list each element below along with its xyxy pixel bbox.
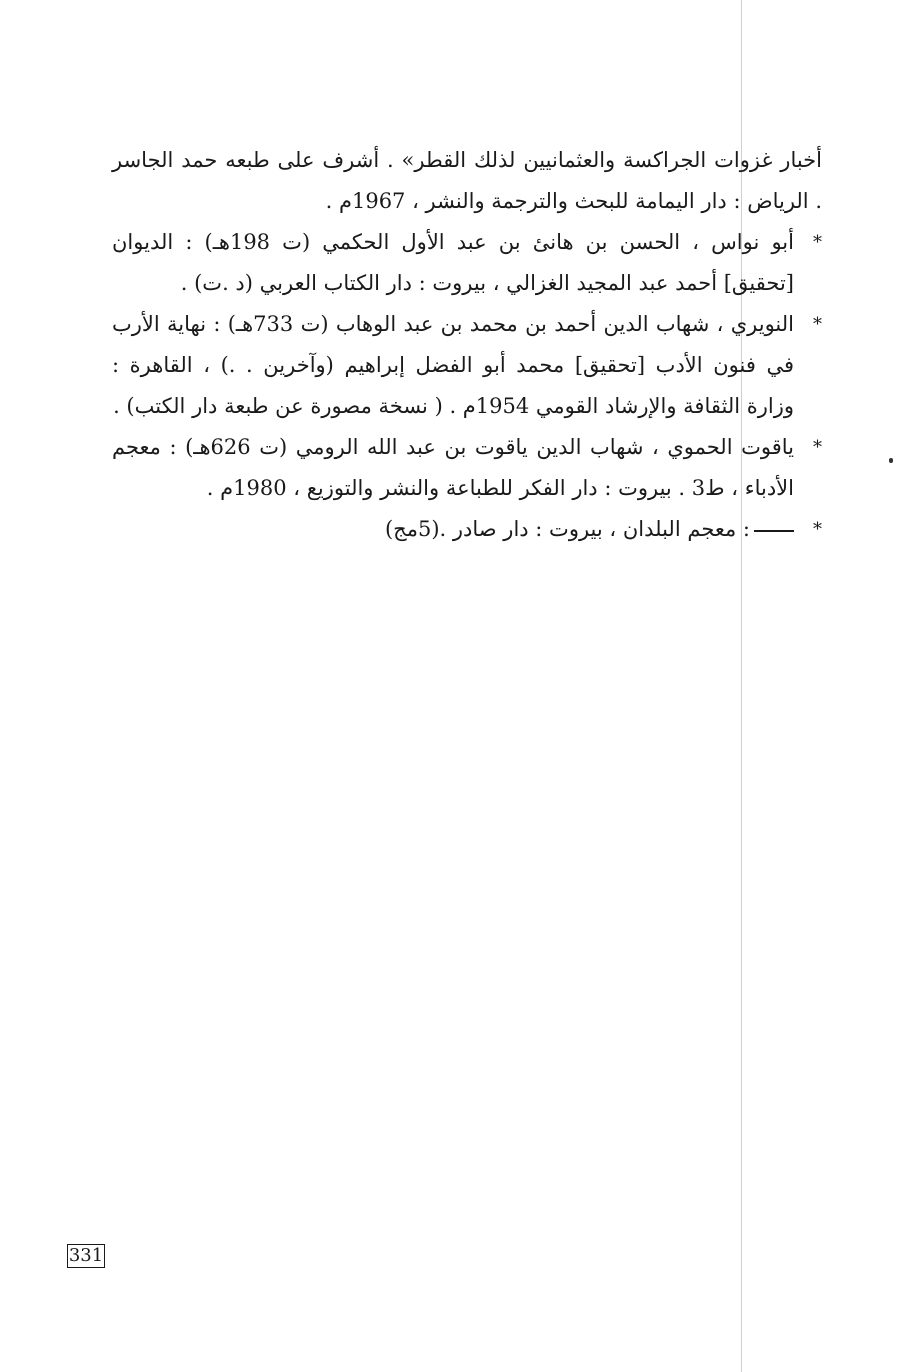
bibliography-entry-continued — [112, 140, 822, 222]
star-bullet-icon: * — [813, 437, 822, 458]
entry-text: أخبار غزوات الجراكسة والعثمانيين لذلك القطر» . أشرف على طبعه حمد الجاسر . الرياض : دار اليمامة للبحث والترجمة والنشر ، 1967م . — [112, 148, 822, 213]
scan-speck — [889, 458, 893, 463]
bibliography-entry-nuwayri — [112, 304, 822, 427]
entry-text: ياقوت الحموي ، شهاب الدين ياقوت بن عبد الله الرومي (ت 626هـ) : معجم الأدباء ، ط3 . بيروت : دار الفكر للطباعة والنشر والتوزيع ، 1980م . — [112, 435, 795, 500]
page-number: 331 — [68, 1245, 104, 1266]
star-bullet-icon: * — [813, 519, 822, 540]
entry-text: : معجم البلدان ، بيروت : دار صادر .(5مج) — [384, 517, 750, 541]
ditto-dash — [754, 530, 794, 532]
bibliography-list — [112, 140, 822, 550]
bibliography-entry-yaqut-buldan — [112, 509, 822, 550]
star-bullet-icon: * — [813, 232, 822, 253]
bibliography-entry-yaqut-udaba — [112, 427, 822, 509]
entry-text: النويري ، شهاب الدين أحمد بن محمد بن عبد الوهاب (ت 733هـ) : نهاية الأرب في فنون الأدب [تحقيق] محمد أبو الفضل إبراهيم (وآخرين . .) ، القاهرة : وزارة الثقافة والإرشاد القومي 1954م . ( نسخة مصورة عن طبعة دار الكتب) . — [112, 312, 794, 418]
entry-text: أبو نواس ، الحسن بن هانئ بن عبد الأول الحكمي (ت 198هـ) : الديوان [تحقيق] أحمد عبد المجيد الغزالي ، بيروت : دار الكتاب العربي (د .ت) . — [112, 230, 794, 295]
bibliography-entry-abu-nuwas — [112, 222, 822, 304]
star-bullet-icon: * — [813, 314, 822, 335]
